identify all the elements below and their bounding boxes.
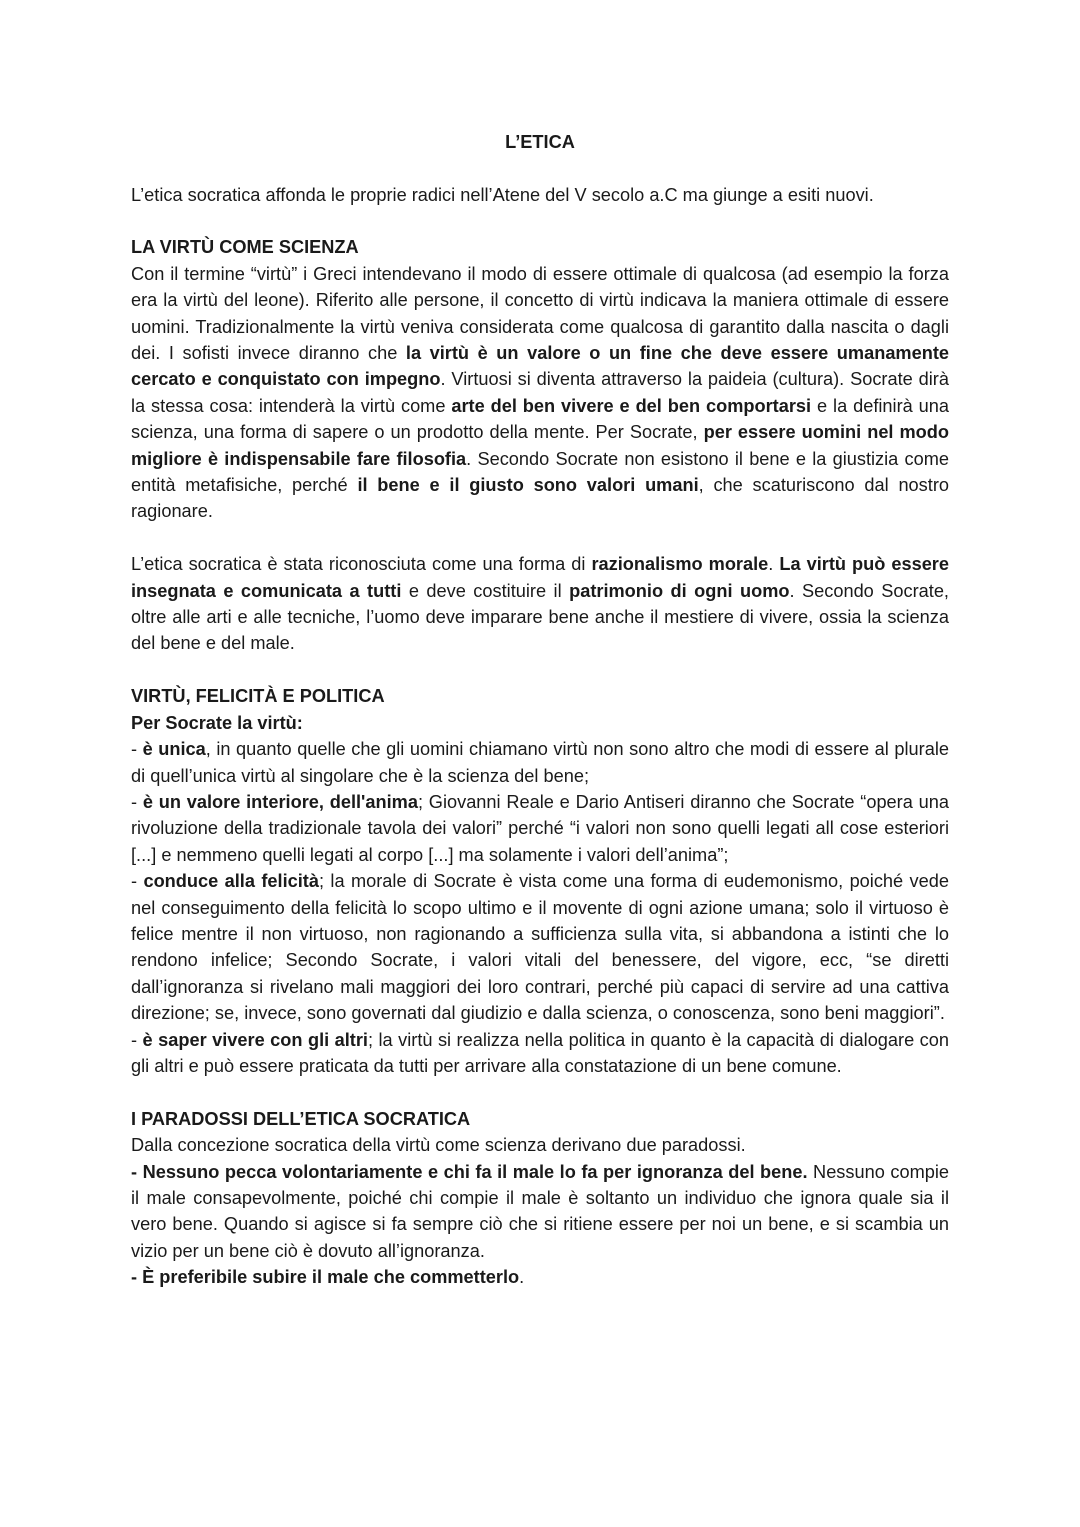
bold-span: è unica xyxy=(142,739,206,760)
text-span: . Secondo Socrate non esistono il bene e la giustizia come entità metafisiche, perché xyxy=(131,448,949,496)
text-span: , che scaturiscono dal nostro ragionare. xyxy=(131,475,949,522)
list-item xyxy=(131,736,949,789)
text-span: Con il termine “virtù” i Greci intendevano il modo di essere ottimale di qualcosa (ad esempio la forza era la virtù del leone). Riferito alle persone, il concetto di virtù indicava la maniera ottimale di essere uomini. Tradizionalmente la virtù veniva considerata come qualcosa di garantito dalla nascita o dagli dei. I sofisti invece diranno che xyxy=(131,263,949,364)
text-span: e la definirà una scienza, una forma di sapere o un prodotto della mente. Per Socrate, xyxy=(131,395,949,443)
bold-span: La virtù può essere insegnata e comunicata a tutti xyxy=(131,554,949,601)
bold-span: la virtù è un valore o un fine che deve essere umanamente cercato e conquistato con impegno xyxy=(131,343,949,390)
bold-span: per essere uomini nel modo migliore è indispensabile fare filosofia xyxy=(131,422,949,469)
text-span: - xyxy=(131,739,143,760)
list-item xyxy=(131,1027,949,1080)
section-heading-paradoxes: I PARADOSSI DELL’ETICA SOCRATICA xyxy=(131,1108,471,1129)
paragraph-virtue-science-2 xyxy=(131,551,949,657)
text-span: Nessuno compie il male consapevolmente, poiché chi compie il male è soltanto un individuo che ignora quale sia il vero bene. Quando si agisce si fa sempre ciò che si ritiene essere per noi un bene, e si scambia un vizio per un bene ciò è dovuto all’ignoranza. xyxy=(131,1161,949,1261)
text-span: - xyxy=(131,871,144,892)
spacer xyxy=(131,525,949,551)
text-span: . Virtuosi si diventa attraverso la paideia (cultura). Socrate dirà la stessa cosa: intenderà la virtù come xyxy=(131,369,949,416)
text-span: L’etica socratica è stata riconosciuta come una forma di xyxy=(131,554,592,575)
document-page xyxy=(131,128,949,1291)
spacer xyxy=(131,657,949,683)
text-span: . xyxy=(519,1267,525,1288)
subheading-virtue xyxy=(131,710,949,736)
bold-span: il bene e il giusto sono valori umani xyxy=(357,475,699,496)
bold-span: patrimonio di ogni uomo xyxy=(569,580,790,601)
text-span: ; la virtù si realizza nella politica in quanto è la capacità di dialogare con gli altri e può essere praticata da tutti per arrivare alla constatazione di un bene comune. xyxy=(131,1029,949,1076)
paragraph-virtue-science-1 xyxy=(131,261,949,525)
bold-span: arte del ben vivere e del ben comportarsi xyxy=(451,395,812,416)
text-span: . Secondo Socrate, oltre alle arti e alle tecniche, l’uomo deve imparare bene anche il mestiere di vivere, ossia la scienza del bene e del male. xyxy=(131,580,949,654)
text-span: - xyxy=(131,791,143,812)
bold-span: - xyxy=(131,1267,143,1288)
bold-span: conduce alla felicità xyxy=(143,871,319,892)
list-item xyxy=(131,789,949,868)
text-span: - xyxy=(131,1029,143,1050)
text-span: , in quanto quelle che gli uomini chiamano virtù non sono altro che modi di essere al plurale di quell’unica virtù al singolare che è la scienza del bene; xyxy=(131,739,949,786)
text-span: e deve costituire il xyxy=(401,580,570,601)
bold-span: è un valore interiore, dell'anima xyxy=(142,791,418,812)
paradox-item-1 xyxy=(131,1159,949,1265)
section-heading-virtue-politics: VIRTÙ, FELICITÀ E POLITICA xyxy=(131,686,385,707)
section-heading-virtue-science: LA VIRTÙ COME SCIENZA xyxy=(131,237,359,258)
text-span: ; Giovanni Reale e Dario Antiseri diranno che Socrate “opera una rivoluzione della tradizionale tavola dei valori” perché “i valori non sono quelli legati all cose esteriori [...] e nemmeno quelli legati al corpo [...] ma solamente i valori dell’anima”; xyxy=(131,791,949,865)
bold-span: Per Socrate la virtù: xyxy=(131,712,303,733)
list-item xyxy=(131,868,949,1026)
page-title: L’ETICA xyxy=(505,132,575,152)
bold-span: - Nessuno pecca volontariamente e chi fa il male lo fa per ignoranza del bene. xyxy=(131,1161,808,1182)
bold-span: è saper vivere con gli altri xyxy=(142,1029,368,1050)
text-span: ; la morale di Socrate è vista come una forma di eudemonismo, poiché vede nel conseguimento della felicità lo scopo ultimo e il movente di ogni azione umana; solo il virtuoso è felice mentre il non virtuoso, non ragionando a sufficienza sulla vita, si abbandona a istinti che lo rendono infelice; Secondo Socrate, i valori vitali del benessere, del vigore, ecc, “se diretti dall’ignoranza si rivelano mali maggiori dei loro contrari, perché più capaci di servire ad una cattiva direzione; se, invece, sono governati dal giudizio e dalla scienza, o conoscenza, sono beni maggiori”. xyxy=(131,871,949,1024)
spacer xyxy=(131,1079,949,1105)
bold-span: È preferibile subire il male che commetterlo xyxy=(142,1267,520,1288)
text-span: . xyxy=(768,554,780,575)
paradoxes-intro: Dalla concezione socratica della virtù come scienza derivano due paradossi. xyxy=(131,1135,746,1156)
paradox-item-2 xyxy=(131,1264,949,1290)
intro-paragraph: L’etica socratica affonda le proprie radici nell’Atene del V secolo a.C ma giunge a esiti nuovi. xyxy=(131,185,874,205)
bold-span: razionalismo morale xyxy=(591,554,769,575)
